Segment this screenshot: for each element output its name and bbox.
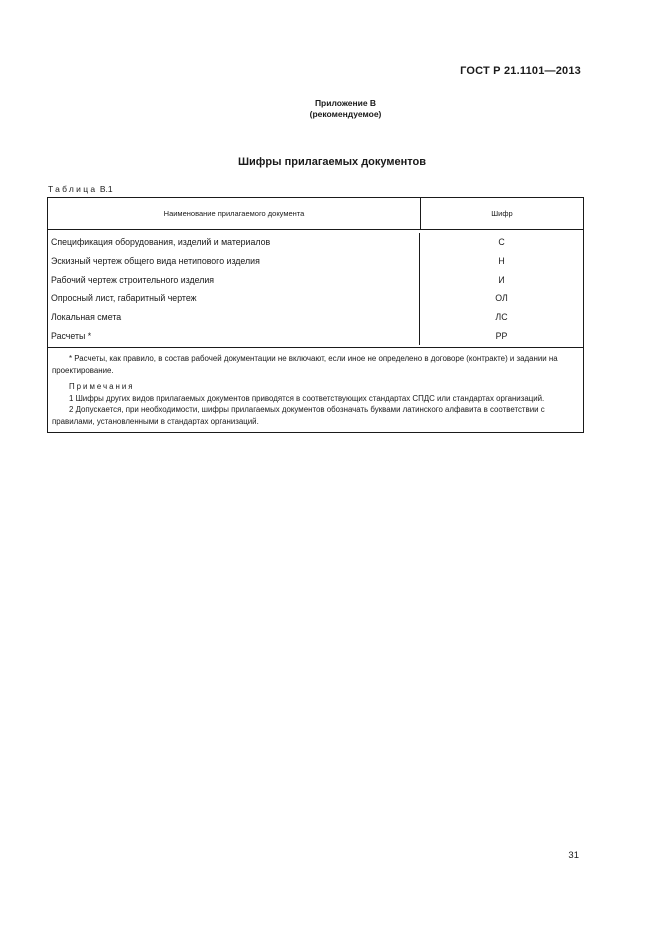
column-header-name: Наименование прилагаемого документа bbox=[48, 198, 421, 229]
page-number: 31 bbox=[568, 850, 579, 861]
document-title bbox=[0, 156, 661, 168]
note-item: 2 Допускается, при необходимости, шифры прилагаемых документов обозначать буквами латинского алфавита в соответствии с правилами, установленными в стандартах организаций. bbox=[52, 405, 545, 426]
row-document-name: Спецификация оборудования, изделий и материалов bbox=[48, 233, 420, 252]
notes-heading: Примечания bbox=[69, 382, 135, 392]
row-document-name: Локальная смета bbox=[48, 308, 420, 327]
table-footer bbox=[48, 348, 583, 432]
codes-table bbox=[47, 197, 584, 433]
appendix-status: (рекомендуемое) bbox=[309, 109, 382, 119]
column-header-code: Шифр bbox=[491, 209, 513, 218]
row-document-code: ЛС bbox=[495, 312, 508, 323]
table-body bbox=[48, 230, 583, 348]
table-row bbox=[48, 326, 583, 345]
row-document-code: С bbox=[498, 237, 505, 248]
document-title-text: Шифры прилагаемых документов bbox=[237, 156, 427, 168]
standard-code: ГОСТ Р 21.1101—2013 bbox=[460, 65, 581, 77]
table-caption-word: Таблица bbox=[48, 184, 98, 194]
table-footnote: * Расчеты, как правило, в состав рабочей документации не включают, если иное не определено в договоре (контракте) и задании на проектирование. bbox=[52, 354, 558, 375]
table-row bbox=[48, 270, 583, 289]
row-document-code: Н bbox=[498, 256, 505, 267]
appendix-heading bbox=[0, 98, 661, 120]
table-row bbox=[48, 233, 583, 252]
row-document-name: Опросный лист, габаритный чертеж bbox=[48, 289, 420, 308]
table-row bbox=[48, 289, 583, 308]
table-row bbox=[48, 308, 583, 327]
row-document-code: И bbox=[498, 274, 505, 285]
table-caption-number: В.1 bbox=[99, 184, 113, 194]
appendix-title: Приложение В bbox=[314, 98, 377, 108]
row-document-code: РР bbox=[495, 330, 508, 341]
row-document-name: Эскизный чертеж общего вида нетипового изделия bbox=[48, 252, 420, 271]
table-header bbox=[48, 198, 583, 230]
table-caption bbox=[48, 184, 113, 194]
note-item: 1 Шифры других видов прилагаемых документов приводятся в соответствующих стандартах СПДС или стандартах организаций. bbox=[69, 393, 545, 403]
row-document-name: Расчеты * bbox=[48, 326, 420, 345]
row-document-name: Рабочий чертеж строительного изделия bbox=[48, 270, 420, 289]
row-document-code: ОЛ bbox=[495, 293, 508, 304]
table-row bbox=[48, 252, 583, 271]
